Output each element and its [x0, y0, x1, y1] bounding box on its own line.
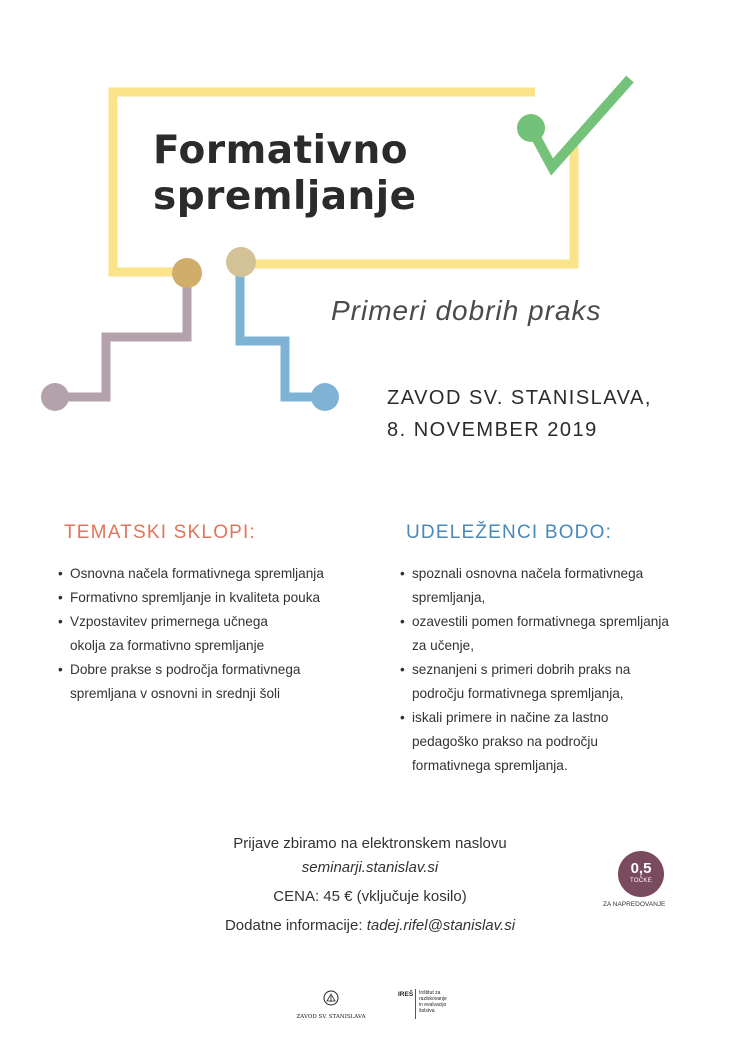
points-badge [618, 851, 664, 897]
list-item: • Osnovna načela formativnega spremljanja [58, 562, 378, 586]
check-icon [531, 79, 630, 167]
zavod-logo [296, 990, 366, 1020]
title-line-2: spremljanje [153, 174, 417, 219]
crest-icon [323, 990, 339, 1006]
connector-mauve [55, 274, 187, 397]
node-gold [172, 258, 202, 288]
ires-full-name: Inštitut za raziskovanje in evalvacijo šolstva [419, 990, 447, 1014]
list-item: • spoznali osnovna načela formativnega spremljanja, [400, 562, 670, 610]
list-item: • Vzpostavitev primernega učnega okolja za formativno spremljanje [58, 610, 378, 658]
registration-info [180, 832, 560, 943]
node-tan [226, 247, 256, 277]
price: CENA: 45 € (vključuje kosilo) [273, 888, 467, 905]
topics-list [58, 562, 378, 706]
contact-email-link[interactable]: tadej.rifel@stanislav.si [366, 917, 516, 934]
list-item: • Dobre prakse s področja formativnega spremljana v osnovni in srednji šoli [58, 658, 378, 706]
page-title [153, 128, 417, 220]
list-item: • seznanjeni s primeri dobrih praks na področju formativnega spremljanja, [400, 658, 670, 706]
zavod-logo-text: ZAVOD SV. STANISLAVA [296, 1014, 366, 1020]
registration-text: Prijave zbiramo na elektronskem naslovu [233, 835, 507, 852]
outcomes-list [400, 562, 670, 778]
subtitle: Primeri dobrih praks [331, 295, 602, 326]
list-item: • Formativno spremljanje in kvaliteta pouka [58, 586, 378, 610]
points-value: 0,5 [630, 860, 652, 877]
points-caption: ZA NAPREDOVANJE [603, 901, 666, 908]
outcomes-section [400, 522, 700, 778]
venue-date [387, 382, 652, 446]
title-line-1: Formativno [153, 128, 409, 173]
points-unit: TOČKE [629, 878, 653, 884]
list-item: • iskali primere in načine za lastno pedagoško prakso na področju formativnega spremljanja. [400, 706, 670, 778]
connector-blue [240, 264, 325, 397]
registration-link[interactable]: seminarji.stanislav.si [301, 859, 439, 876]
divider [415, 989, 416, 1019]
topics-section [58, 522, 378, 706]
topics-heading: TEMATSKI SKLOPI: [64, 522, 256, 543]
list-item: • ozavestili pomen formativnega spremljanja za učenje, [400, 610, 670, 658]
ires-abbr: IREŠ [398, 991, 414, 998]
contact-label: Dodatne informacije: [224, 917, 363, 934]
outcomes-heading: UDELEŽENCI BODO: [406, 522, 613, 543]
date-line: 8. NOVEMBER 2019 [387, 419, 598, 441]
venue-line: ZAVOD SV. STANISLAVA, [387, 387, 652, 409]
